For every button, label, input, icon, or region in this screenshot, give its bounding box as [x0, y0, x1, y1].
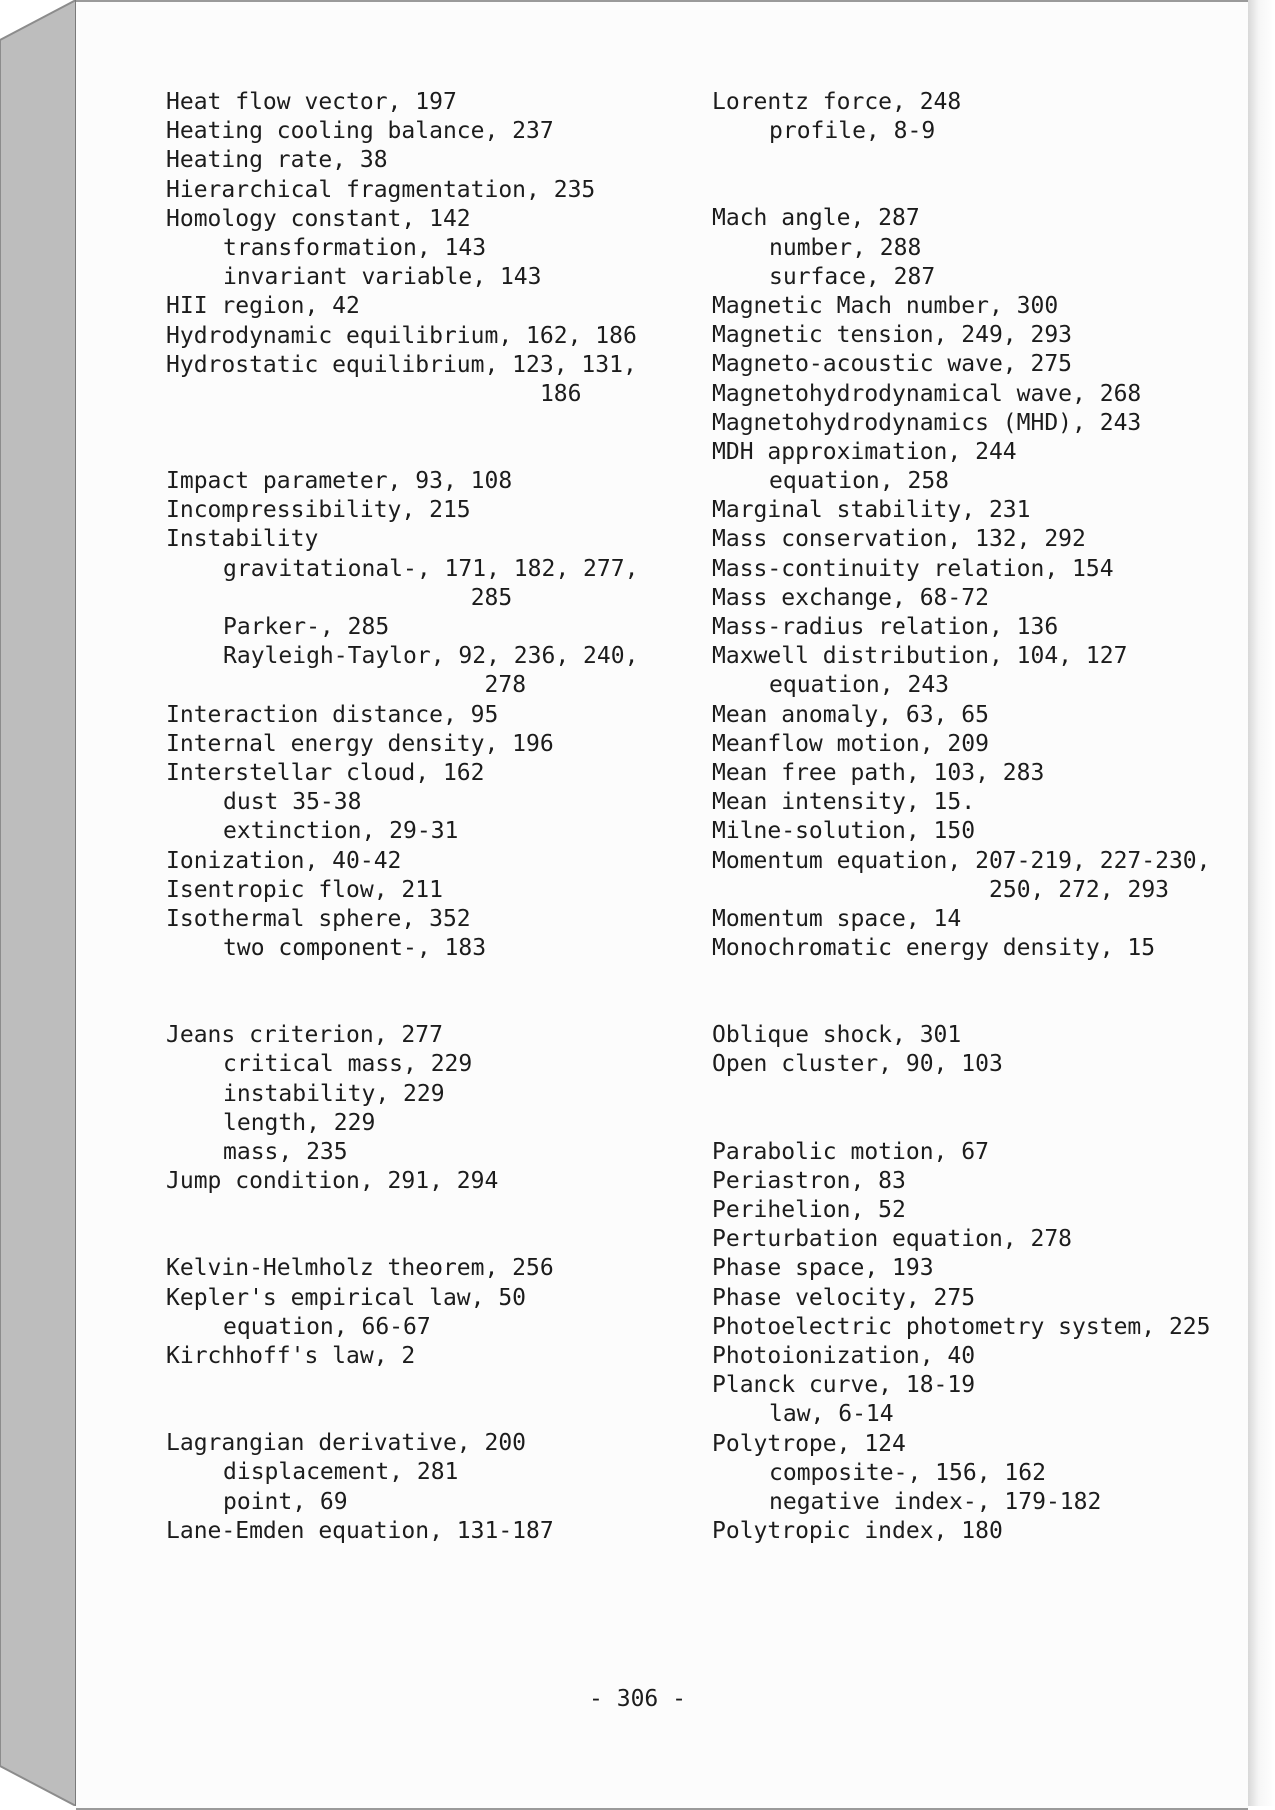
index-entry: Mach angle, 287	[712, 205, 920, 232]
index-subentry: gravitational-, 171, 182, 277,	[223, 555, 639, 582]
index-entry: Magnetic Mach number, 300	[712, 292, 1059, 319]
index-entry: MDH approximation, 244	[712, 438, 1017, 465]
index-subentry: Rayleigh-Taylor, 92, 236, 240,	[223, 643, 639, 670]
letter-group-gap	[712, 1080, 1252, 1138]
index-entry: Instability	[166, 526, 319, 553]
index-subentry: negative index-, 179-182	[769, 1488, 1102, 1515]
letter-group-gap	[712, 963, 1252, 1021]
index-entry-continuation: 285	[470, 584, 513, 611]
index-column-right	[712, 88, 1252, 1546]
letter-group-gap	[166, 1371, 686, 1429]
index-entry: Kirchhoff's law, 2	[166, 1342, 416, 1369]
index-subentry: equation, 258	[769, 468, 950, 495]
index-subentry: extinction, 29-31	[223, 818, 459, 845]
index-entry-continuation: 250, 272, 293	[989, 876, 1170, 903]
index-entry: Momentum equation, 207-219, 227-230,	[712, 847, 1211, 874]
index-subentry: surface, 287	[769, 263, 936, 290]
index-entry: Magneto-acoustic wave, 275	[712, 351, 1073, 378]
index-entry: Magnetohydrodynamical wave, 268	[712, 380, 1142, 407]
index-entry: Photoelectric photometry system, 225	[712, 1313, 1211, 1340]
page-edge-shadow	[1248, 0, 1275, 1806]
index-entry: Oblique shock, 301	[712, 1022, 962, 1049]
index-entry: Photoionization, 40	[712, 1342, 976, 1369]
letter-group-gap	[166, 1196, 686, 1254]
index-entry: Internal energy density, 196	[166, 730, 554, 757]
index-entry: Lane-Emden equation, 131-187	[166, 1517, 554, 1544]
index-entry: Phase velocity, 275	[712, 1284, 976, 1311]
index-entry: Ionization, 40-42	[166, 847, 402, 874]
index-subentry: displacement, 281	[223, 1459, 459, 1486]
index-entry: Isentropic flow, 211	[166, 876, 443, 903]
index-entry: Mean anomaly, 63, 65	[712, 701, 989, 728]
index-entry: Magnetohydrodynamics (MHD), 243	[712, 409, 1142, 436]
index-entry: Kepler's empirical law, 50	[166, 1284, 527, 1311]
index-entry: HII region, 42	[166, 293, 360, 320]
index-entry: Interstellar cloud, 162	[166, 759, 485, 786]
index-entry: Interaction distance, 95	[166, 701, 499, 728]
index-entry: Hydrostatic equilibrium, 123, 131,	[166, 351, 637, 378]
page-number-text: - 306 -	[589, 1686, 686, 1712]
index-subentry: composite-, 156, 162	[769, 1459, 1046, 1486]
index-subentry: critical mass, 229	[223, 1051, 473, 1078]
index-entry: Momentum space, 14	[712, 905, 962, 932]
index-entry: Planck curve, 18-19	[712, 1372, 976, 1399]
index-subentry: Parker-, 285	[223, 614, 390, 640]
index-entry: Parabolic motion, 67	[712, 1138, 989, 1165]
index-entry: Magnetic tension, 249, 293	[712, 322, 1073, 349]
index-subentry: number, 288	[769, 234, 922, 261]
index-subentry: equation, 66-67	[223, 1313, 431, 1340]
index-entry: Polytropic index, 180	[712, 1518, 1003, 1545]
index-entry: Polytrope, 124	[712, 1430, 906, 1457]
index-entry: Homology constant, 142	[166, 205, 471, 232]
page-number	[0, 1686, 1275, 1712]
index-entry: Milne-solution, 150	[712, 818, 976, 845]
index-column-left	[166, 88, 686, 1546]
index-subentry: profile, 8-9	[769, 118, 936, 145]
index-subentry: law, 6-14	[769, 1401, 894, 1428]
index-subentry: invariant variable, 143	[223, 264, 542, 291]
index-entry: Jump condition, 291, 294	[166, 1168, 499, 1195]
index-entry: Mass conservation, 132, 292	[712, 526, 1086, 553]
index-entry: Hydrodynamic equilibrium, 162, 186	[166, 322, 637, 349]
letter-group-gap	[166, 963, 686, 1021]
index-entry: Meanflow motion, 209	[712, 730, 989, 757]
index-entry: Impact parameter, 93, 108	[166, 468, 513, 495]
index-entry: Periastron, 83	[712, 1167, 906, 1194]
index-subentry: dust 35-38	[223, 789, 362, 816]
index-entry: Perturbation equation, 278	[712, 1226, 1073, 1253]
index-entry: Monochromatic energy density, 15	[712, 935, 1156, 962]
index-entry: Mass-continuity relation, 154	[712, 555, 1114, 582]
index-subentry: equation, 243	[769, 672, 950, 699]
index-entry: Lagrangian derivative, 200	[166, 1430, 527, 1457]
letter-group-gap	[166, 409, 686, 467]
index-entry-continuation: 278	[484, 672, 527, 699]
index-entry-continuation: 186	[539, 380, 582, 407]
index-entry: Jeans criterion, 277	[166, 1022, 443, 1049]
index-entry: Maxwell distribution, 104, 127	[712, 643, 1128, 670]
index-entry: Mean free path, 103, 283	[712, 759, 1045, 786]
index-entry: Phase space, 193	[712, 1255, 934, 1282]
index-subentry: mass, 235	[223, 1139, 348, 1165]
letter-group-gap	[712, 146, 1252, 204]
index-entry: Perihelion, 52	[712, 1197, 906, 1223]
index-entry: Mass-radius relation, 136	[712, 614, 1059, 640]
index-entry: Open cluster, 90, 103	[712, 1051, 1003, 1078]
index-entry: Heating cooling balance, 237	[166, 118, 554, 145]
index-subentry: instability, 229	[223, 1080, 445, 1107]
index-subentry: length, 229	[223, 1109, 376, 1136]
index-subentry: point, 69	[223, 1488, 348, 1515]
index-subentry: transformation, 143	[223, 234, 487, 261]
index-entry: Kelvin-Helmholz theorem, 256	[166, 1255, 554, 1282]
index-entry: Hierarchical fragmentation, 235	[166, 176, 596, 203]
index-subentry: two component-, 183	[223, 935, 487, 962]
index-entry: Mean intensity, 15.	[712, 789, 976, 816]
index-entry: Heat flow vector, 197	[166, 89, 457, 115]
index-entry: Mass exchange, 68-72	[712, 584, 989, 611]
index-entry: Heating rate, 38	[166, 147, 388, 174]
index-entry: Marginal stability, 231	[712, 497, 1031, 524]
index-entry: Incompressibility, 215	[166, 497, 471, 524]
index-entry: Isothermal sphere, 352	[166, 905, 471, 932]
book-spine	[0, 0, 76, 1806]
index-entry: Lorentz force, 248	[712, 89, 962, 115]
